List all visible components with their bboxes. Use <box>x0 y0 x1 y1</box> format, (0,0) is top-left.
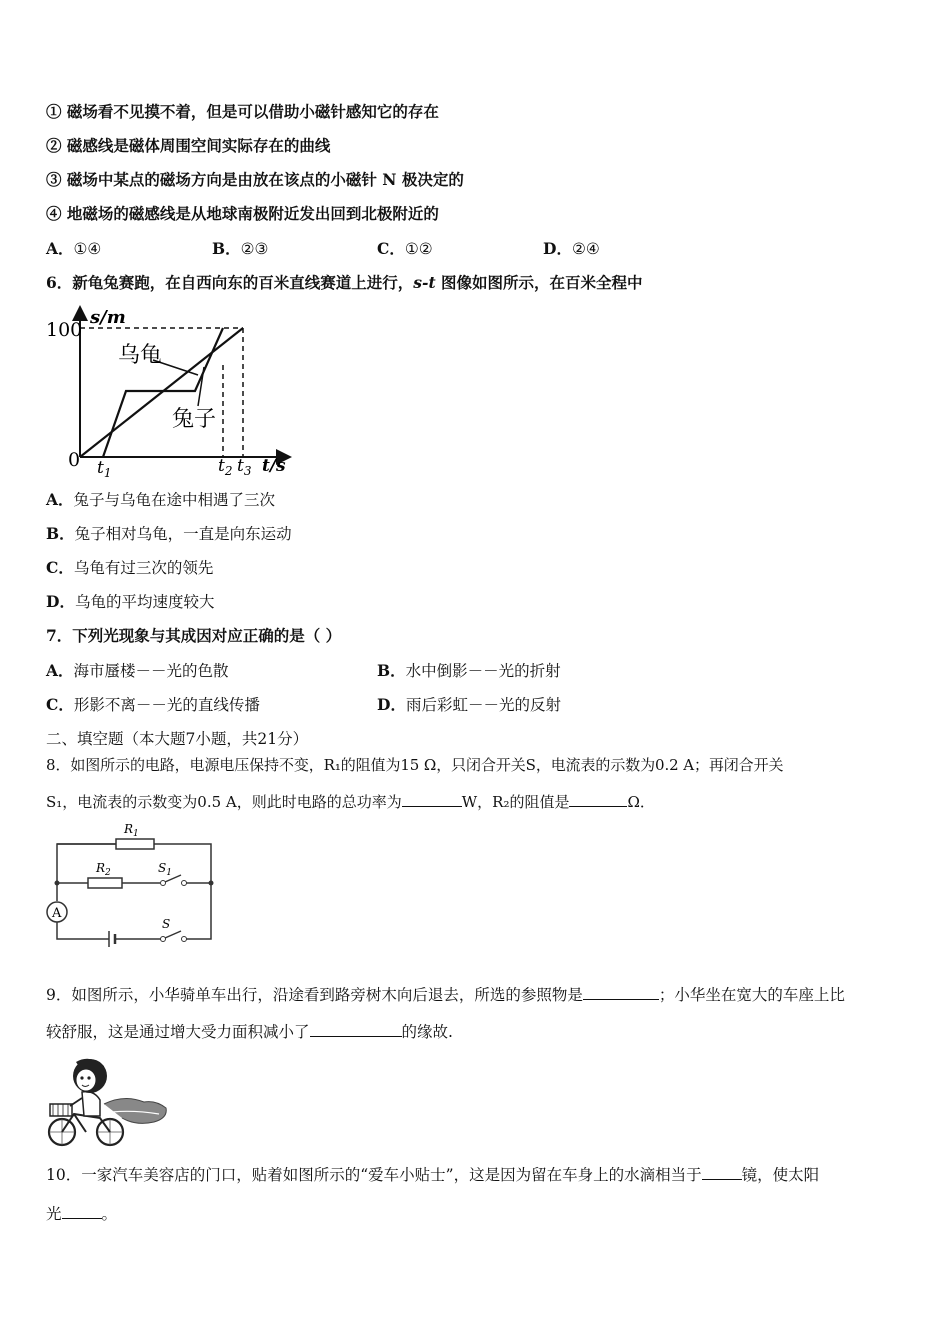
q10-line-1: 10．一家汽车美容店的门口，贴着如图所示的“爱车小贴士”，这是因为留在车身上的水滴相当于 镜，使太阳 <box>46 1166 820 1184</box>
junction-right <box>209 881 214 886</box>
r2-label: $R_2$ <box>96 861 111 878</box>
rabbit-label: 兔子 <box>172 407 217 432</box>
ammeter-label: A <box>52 906 62 921</box>
q7-option-b: B．水中倒影－－光的折射 <box>377 661 561 680</box>
r1-label: $R_1$ <box>124 822 139 839</box>
tortoise-label: 乌龟 <box>118 343 163 368</box>
q6-option-d: D．乌龟的平均速度较大 <box>46 592 215 611</box>
t3-label: $t_3$ <box>237 456 252 478</box>
s-switch <box>165 931 181 938</box>
q5-option-b: B．②③ <box>212 239 269 258</box>
q6-stem: 6．新龟兔赛跑，在自西向东的百米直线赛道上进行，s-t 图像如图所示，在百米全程中 <box>46 273 643 292</box>
y-tick-100: 100 <box>46 319 83 341</box>
q9-line-1: 9．如图所示，小华骑单车出行，沿途看到路旁树木向后退去，所选的参照物是 ；小华坐在宽大的车座上比 <box>46 986 845 1004</box>
q8-blank-power[interactable] <box>402 792 462 807</box>
q5-statement-4: ④ 地磁场的磁感线是从地球南极附近发出回到北极附近的 <box>46 204 439 223</box>
st-graph <box>40 305 300 480</box>
q7-option-a: A．海市蜃楼－－光的色散 <box>46 661 229 680</box>
x-axis-label: t/s <box>262 456 286 476</box>
q7-option-d: D．雨后彩虹－－光的反射 <box>377 695 561 714</box>
t2-label: $t_2$ <box>218 456 233 478</box>
q5-statement-3: ③ 磁场中某点的磁场方向是由放在该点的小磁针 N 极决定的 <box>46 170 464 189</box>
q8-line-1: 8．如图所示的电路，电源电压保持不变，R₁的阻值为15 Ω，只闭合开关S，电流表的示数为0.2 A；再闭合开关 <box>46 756 784 774</box>
q10-blank-light[interactable] <box>62 1204 102 1219</box>
q8-blank-r2[interactable] <box>569 792 627 807</box>
q6-option-b: B．兔子相对乌龟，一直是向东运动 <box>46 524 292 543</box>
q5-statement-2: ② 磁感线是磁体周围空间实际存在的曲线 <box>46 136 331 155</box>
girl-riding-bicycle <box>44 1052 174 1147</box>
q9-blank-pressure[interactable] <box>310 1022 402 1037</box>
q9-blank-reference[interactable] <box>583 985 659 1000</box>
q7-option-c: C．形影不离－－光的直线传播 <box>46 695 260 714</box>
r2-resistor <box>88 878 122 888</box>
q9-line-2: 较舒服，这是通过增大受力面积减小了 的缘故. <box>46 1023 453 1041</box>
circuit-diagram <box>44 820 224 950</box>
q10-line-2: 光 。 <box>46 1205 118 1223</box>
q8-line-2: S₁，电流表的示数变为0.5 A，则此时电路的总功率为 W，R₂的阻值是 Ω． <box>46 793 655 811</box>
r1-resistor <box>116 839 154 849</box>
rabbit-leader <box>198 367 204 406</box>
origin-label: 0 <box>68 449 81 471</box>
q5-option-c: C．①② <box>377 239 433 258</box>
q10-blank-lens[interactable] <box>702 1165 742 1180</box>
q6-option-c: C．乌龟有过三次的领先 <box>46 558 214 577</box>
q5-option-a: A．①④ <box>46 239 102 258</box>
s1-label: $S_1$ <box>158 861 172 878</box>
y-axis-label: s/m <box>90 307 126 328</box>
section-2-heading: 二、填空题（本大题7小题，共21分） <box>46 730 309 748</box>
q5-option-d: D．②④ <box>543 239 600 258</box>
t1-label: $t_1$ <box>97 458 112 480</box>
s-label: S <box>162 917 171 931</box>
q6-option-a: A．兔子与乌龟在途中相遇了三次 <box>46 490 276 509</box>
q7-stem: 7．下列光现象与其成因对应正确的是（ ） <box>46 626 342 645</box>
q5-statement-1: ① 磁场看不见摸不着，但是可以借助小磁针感知它的存在 <box>46 102 439 121</box>
